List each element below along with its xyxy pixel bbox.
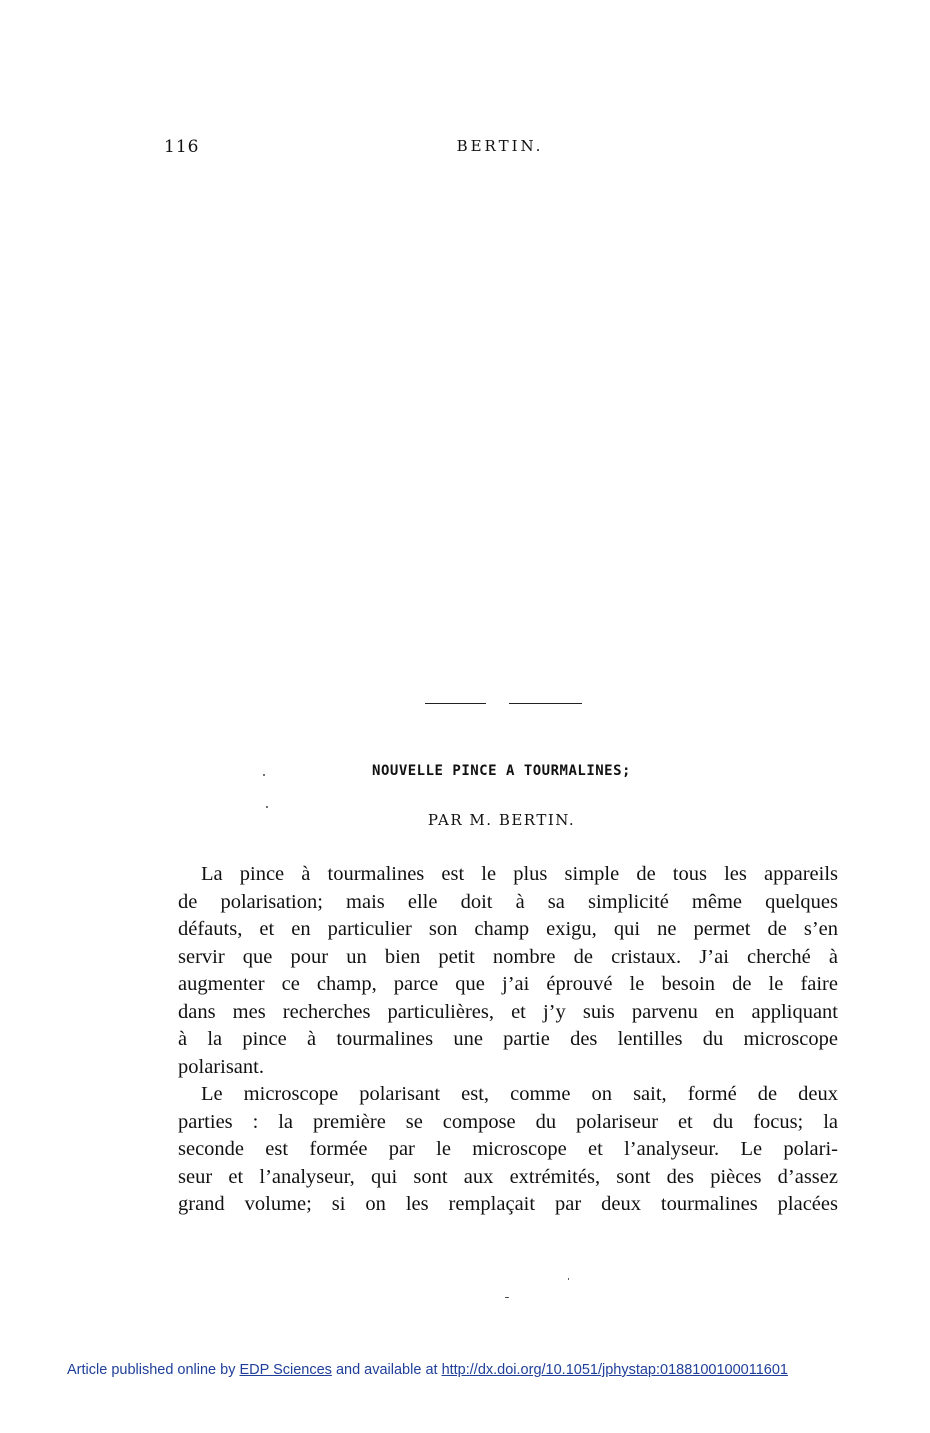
running-head: BERTIN. bbox=[456, 137, 544, 155]
text-line: seur et l’analyseur, qui sont aux extrémités, sont des pièces d’assez bbox=[178, 1165, 838, 1188]
print-speck bbox=[568, 1278, 569, 1280]
text-line: à la pince à tourmalines une partie des lentilles du microscope bbox=[178, 1028, 838, 1050]
separator-rule-right bbox=[509, 703, 582, 704]
byline: PAR M. BERTIN. bbox=[427, 811, 576, 829]
separator-rule-left bbox=[425, 703, 486, 704]
footer bbox=[67, 1362, 788, 1378]
print-speck bbox=[505, 1297, 509, 1298]
text-line: dans mes recherches particulières, et j’y suis parvenu en appliquant bbox=[178, 1000, 838, 1023]
footer-prefix: Article published online by bbox=[67, 1362, 236, 1378]
text-line: polarisant. bbox=[178, 1055, 264, 1078]
text-line: Le microscope polarisant est, comme on sait, formé de deux bbox=[201, 1083, 838, 1105]
publisher-link[interactable]: EDP Sciences bbox=[239, 1362, 332, 1378]
text-line: défauts, et en particulier son champ exigu, qui ne permet de s’en bbox=[178, 918, 838, 940]
footer-middle: and available at bbox=[335, 1362, 438, 1378]
page-number: 116 bbox=[164, 137, 200, 157]
text-line: parties : la première se compose du polariseur et du focus; la bbox=[178, 1110, 838, 1133]
text-line: servir que pour un bien petit nombre de cristaux. J’ai cherché à bbox=[178, 945, 838, 968]
text-line: grand volume; si on les remplaçait par deux tourmalines placées bbox=[178, 1193, 838, 1215]
body-text bbox=[178, 861, 838, 1219]
text-line: augmenter ce champ, parce que j’ai éprouvé le besoin de le faire bbox=[178, 973, 838, 995]
article-title: NOUVELLE PINCE A TOURMALINES; bbox=[372, 763, 631, 779]
doi-link[interactable]: http://dx.doi.org/10.1051/jphystap:0188100100011601 bbox=[441, 1362, 788, 1378]
print-speck bbox=[266, 806, 268, 808]
text-line: seconde est formée par le microscope et l’analyseur. Le polari- bbox=[178, 1138, 838, 1160]
text-line: de polarisation; mais elle doit à sa simplicité même quelques bbox=[178, 890, 838, 913]
text-line: La pince à tourmalines est le plus simple de tous les appareils bbox=[201, 863, 838, 885]
